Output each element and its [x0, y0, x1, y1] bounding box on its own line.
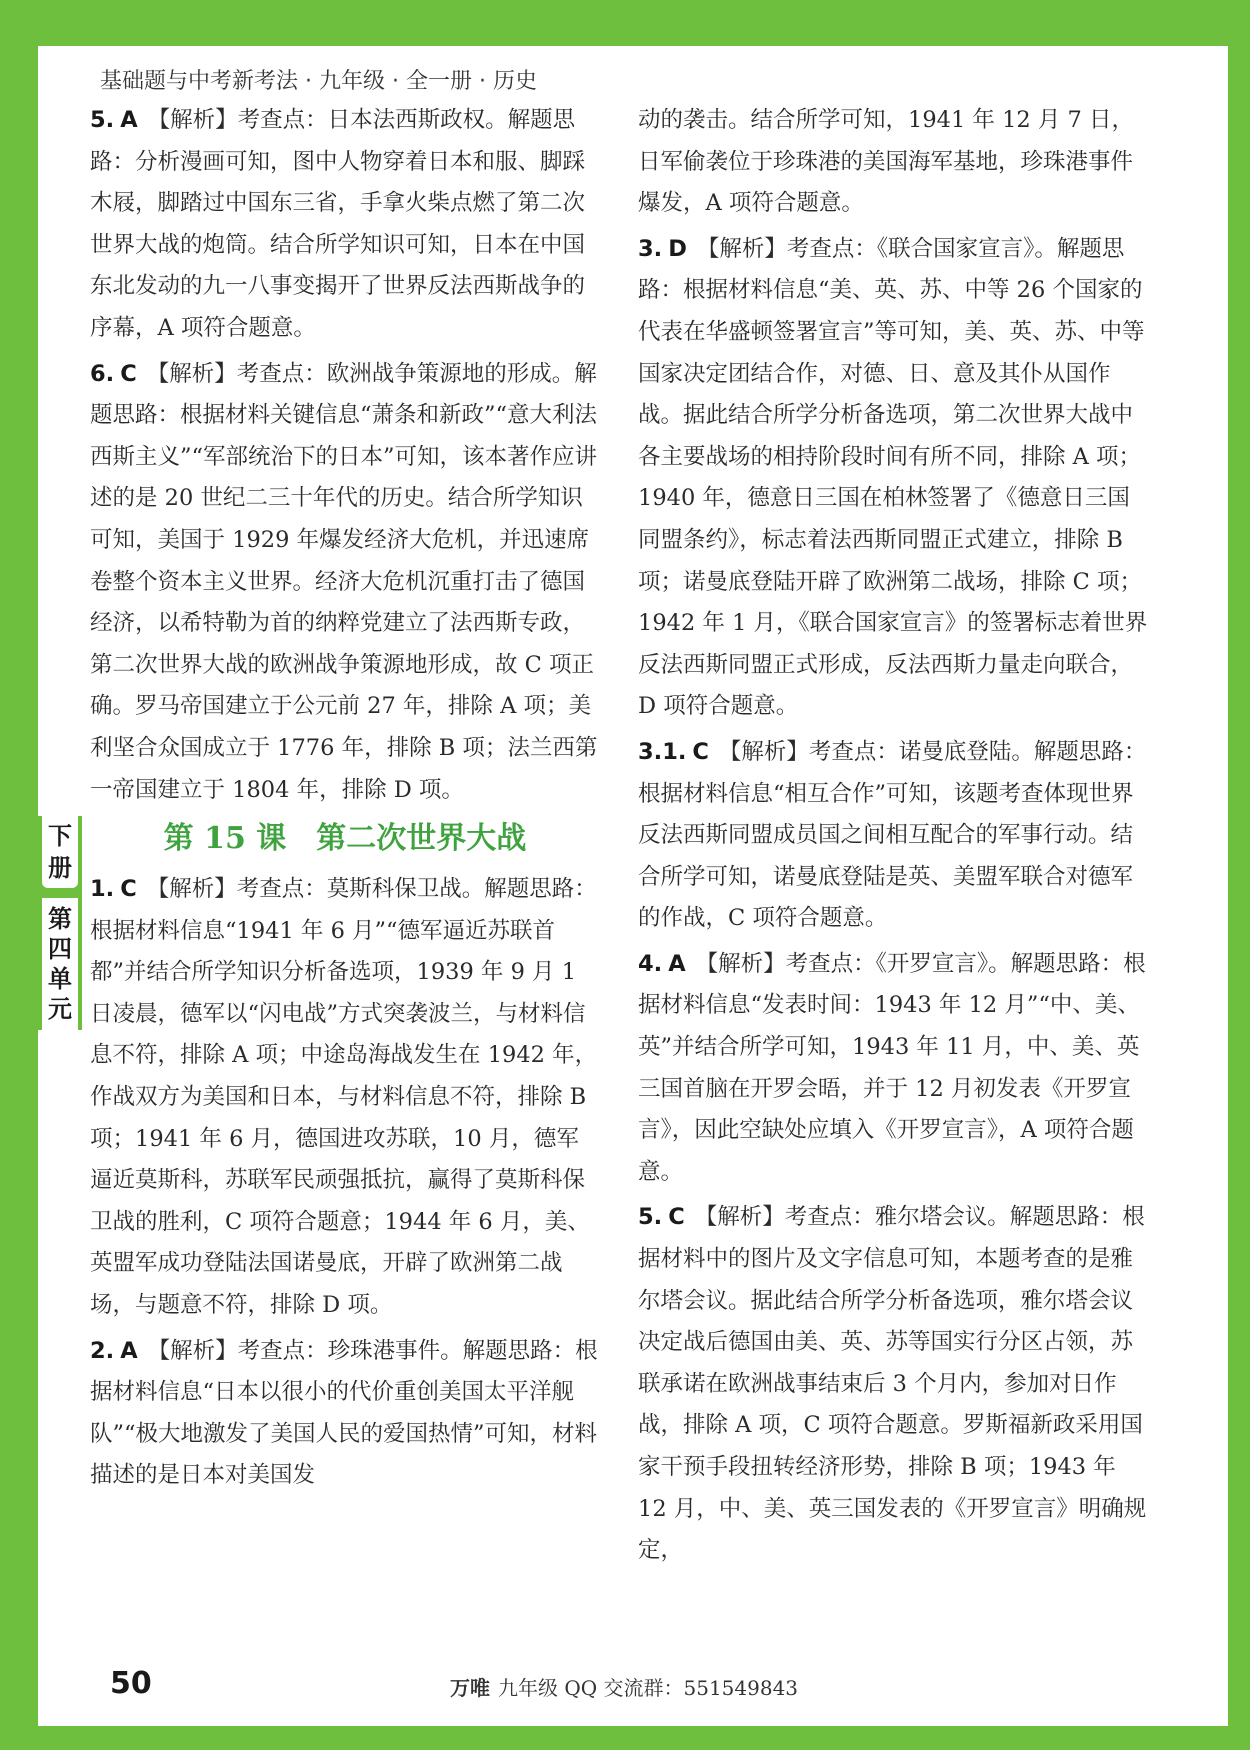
item-answer: C	[120, 360, 137, 387]
item-number: 2.	[90, 1337, 115, 1364]
item-explanation: 【解析】考查点：《开罗宣言》。解题思路：根据材料信息“发表时间：1943 年 12 月”“中、美、英”并结合所学可知，1943 年 11 月，中、美、英三国首脑在开罗会晤，并于 12 月初发表《开罗宣言》，因此空缺处应填入《开罗宣言》，A 项符合题意。	[638, 950, 1146, 1185]
qq-group-text: 九年级 QQ 交流群：551549843	[498, 1676, 799, 1700]
answer-item	[90, 1331, 600, 1497]
item-number: 5.	[638, 1204, 663, 1231]
answer-item	[90, 869, 600, 1327]
answer-item	[638, 944, 1148, 1194]
item-answer: A	[120, 1337, 138, 1364]
side-tab	[38, 816, 82, 1030]
item-number: 5.	[90, 107, 115, 133]
item-number: 1.	[90, 876, 115, 903]
item-number: 6.	[90, 360, 115, 387]
item-explanation: 【解析】考查点：雅尔塔会议。解题思路：根据材料中的图片及文字信息可知，本题考查的是雅尔塔会议。据此结合所学分析备选项，雅尔塔会议决定战后德国由美、英、苏等国实行分区占领，苏联承诺在欧洲战事结束后 3 个月内，参加对日作战，排除 A 项，C 项符合题意。罗斯福新政采用国家干预手段扭转经济形势，排除 B 项；1943 年 12 月，中、美、英三国发表的《开罗宣言》明确规定，	[638, 1204, 1147, 1564]
left-column	[90, 100, 600, 1501]
page-number: 50	[110, 1666, 152, 1701]
item-answer: C	[120, 876, 137, 903]
answer-item	[90, 100, 600, 350]
item-answer: C	[692, 738, 709, 765]
answer-item	[90, 354, 600, 812]
footer-brand-line	[450, 1672, 798, 1701]
running-head: 基础题与中考新考法 · 九年级 · 全一册 · 历史	[100, 69, 537, 94]
right-column	[638, 100, 1148, 1576]
item-answer: A	[668, 950, 686, 977]
item-explanation: 【解析】考查点：珍珠港事件。解题思路：根据材料信息“日本以很小的代价重创美国太平洋舰队”“极大地激发了美国人民的爱国热情”可知，材料描述的是日本对美国发	[90, 1337, 598, 1489]
answer-item	[638, 229, 1148, 728]
item-answer: A	[120, 107, 138, 133]
item-explanation: 【解析】考查点：欧洲战争策源地的形成。解题思路：根据材料关键信息“萧条和新政”“意大利法西斯主义”“军部统治下的日本”可知，该本著作应讲述的是 20 世纪二三十年代的历史。结合所学知识可知，美国于 1929 年爆发经济大危机，并迅速席卷整个资本主义世界。经济大危机沉重打击了德国经济，以希特勒为首的纳粹党建立了法西斯专政，第二次世界大战的欧洲战争策源地形成，故 C 项正确。罗马帝国建立于公元前 27 年，排除 A 项；美利坚合众国成立于 1776 年，排除 B 项；法兰西第一帝国建立于 1804 年，排除 D 项。	[90, 360, 598, 803]
lesson-title: 第 15 课 第二次世界大战	[163, 821, 527, 857]
unit-label: 第四单元	[42, 898, 78, 1030]
item-explanation: 【解析】考查点：日本法西斯政权。解题思路：分析漫画可知，图中人物穿着日本和服、脚踩木屐，脚踏过中国东三省，手拿火柴点燃了第二次世界大战的炮筒。结合所学知识可知，日本在中国东北发动的九一八事变揭开了世界反法西斯战争的序幕，A 项符合题意。	[90, 107, 586, 341]
item-number: 3.	[638, 235, 663, 262]
item-explanation: 【解析】考查点：莫斯科保卫战。解题思路：根据材料信息“1941 年 6 月”“德军逼近苏联首都”并结合所学知识分析备选项，1939 年 9 月 1 日凌晨，德军以“闪电战”方式突袭波兰，与材料信息不符，排除 A 项；中途岛海战发生在 1942 年，作战双方为美国和日本，与材料信息不符，排除 B 项；1941 年 6 月，德国进攻苏联，10 月，德军逼近莫斯科，苏联军民顽强抵抗，赢得了莫斯科保卫战的胜利，C 项符合题意；1944 年 6 月，美、英盟军成功登陆法国诺曼底，开辟了欧洲第二战场，与题意不符，排除 D 项。	[90, 876, 598, 1319]
item-answer: C	[668, 1204, 685, 1231]
item-number: 4.	[638, 950, 663, 977]
item-answer: D	[668, 235, 687, 262]
answer-item	[638, 732, 1148, 940]
item-explanation: 【解析】考查点：《联合国家宣言》。解题思路：根据材料信息“美、英、苏、中等 26 个国家的代表在华盛顿签署宣言”等可知，美、英、苏、中等国家决定团结合作，对德、日、意及其仆从国作战。据此结合所学分析备选项，第二次世界大战中各主要战场的相持阶段时间有所不同，排除 A 项；1940 年，德意日三国在柏林签署了《德意日三国同盟条约》，标志着法西斯同盟正式建立，排除 B 项；诺曼底登陆开辟了欧洲第二战场，排除 C 项；1942 年 1 月，《联合国家宣言》的签署标志着世界反法西斯同盟正式形成，反法西斯力量走向联合，D 项符合题意。	[638, 235, 1148, 720]
item-explanation: 【解析】考查点：诺曼底登陆。解题思路：根据材料信息“相互合作”可知，该题考查体现世界反法西斯同盟成员国之间相互配合的军事行动。结合所学可知，诺曼底登陆是英、美盟军联合对德军的作战，C 项符合题意。	[638, 738, 1147, 932]
answer-item	[638, 1197, 1148, 1571]
continued-text: 动的袭击。结合所学可知，1941 年 12 月 7 日，日军偷袭位于珍珠港的美国海军基地，珍珠港事件爆发，A 项符合题意。	[638, 107, 1134, 217]
item-number: 3.1.	[638, 738, 687, 765]
volume-label: 下册	[42, 816, 78, 888]
brand-logo: 万唯	[450, 1676, 490, 1700]
